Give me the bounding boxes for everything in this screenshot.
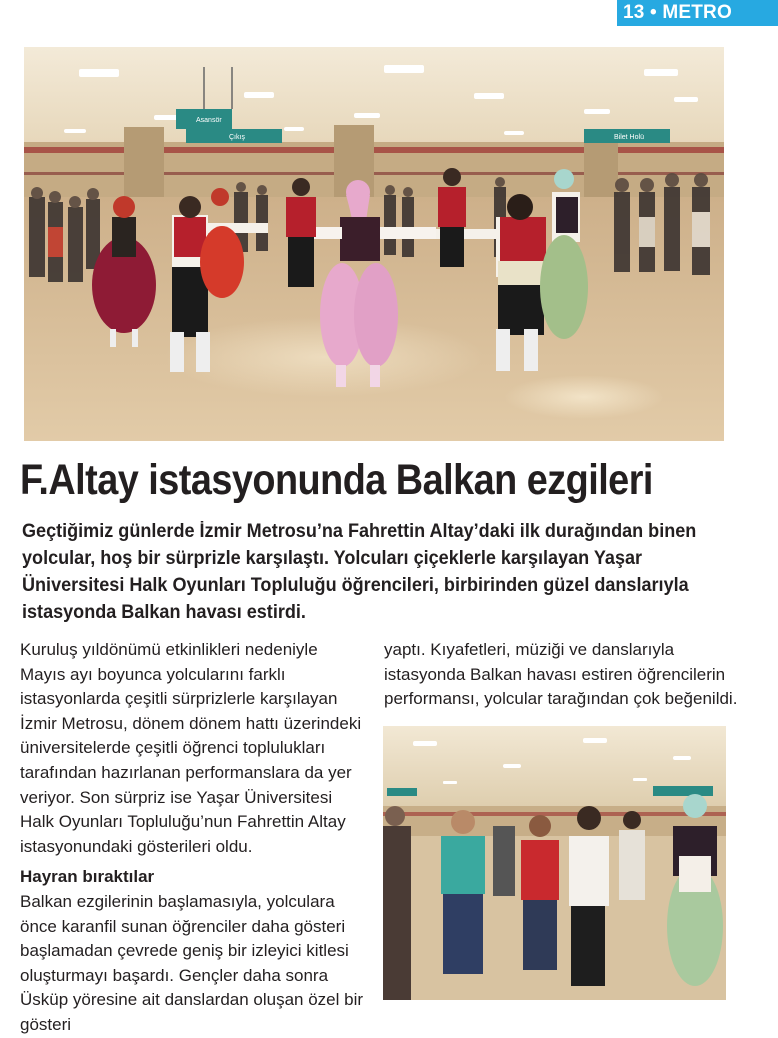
- sign-exit: Çıkış: [229, 134, 245, 141]
- article-paragraph-1: Kuruluş yıldönümü etkinlikleri nedeniyle Mayıs ayı boyunca yolcularını farklı istasyonlarda çeşitli sürprizlerle karşılayan İzmir Metrosu, dönem dönem hattı üzerindeki üniversitelerde çeşitli öğrenci toplulukları tarafından hazırlanan performanslara da yer veriyor. Son sürpriz ise Yaşar Üniversitesi Halk Oyunları Topluluğu’nun Fahrettin Altay istasyonundaki gösterileri oldu.: [20, 640, 362, 856]
- article-paragraph-2: Balkan ezgilerinin başlamasıyla, yolculara önce karanfil sunan öğrenciler daha gösteri başlamadan çevrede geniş bir izleyici kitlesi oluşturmayı başardı. Gençler daha sonra Üsküp yöresine ait danslardan oluşan özel bir gösteri: [20, 891, 364, 1034]
- main-photo: [24, 47, 724, 441]
- secondary-photo: [383, 726, 726, 1000]
- article-headline: F.Altay istasyonunda Balkan ezgileri: [20, 456, 653, 504]
- article-column-left: [20, 638, 365, 1038]
- article-paragraph-3: yaptı. Kıyafetleri, müziği ve danslarıyla istasyonda Balkan havası estiren öğrencilerin performansı, yolcular tarağından çok beğenildi.: [384, 640, 738, 709]
- audience-photo: [383, 726, 726, 1000]
- section-tab: 13 • METRO: [617, 0, 778, 26]
- sign-ticket-hall: Bilet Holü: [614, 134, 644, 141]
- sign-elevator: Asansör: [196, 117, 222, 124]
- article-lede: Geçtiğimiz günlerde İzmir Metrosu’na Fahrettin Altay’daki ilk durağından binen yolcular, hoş bir sürprizle karşılaştı. Yolcuları çiçeklerle karşılayan Yaşar Üniversitesi Halk Oyunları Topluluğu öğrencileri, birbirinden güzel danslarıyla istasyonda Balkan havası estirdi.: [22, 521, 697, 623]
- metro-dance-photo: [24, 47, 724, 441]
- article-subhead: Hayran bıraktılar: [20, 867, 155, 887]
- article-column-right: [384, 638, 744, 712]
